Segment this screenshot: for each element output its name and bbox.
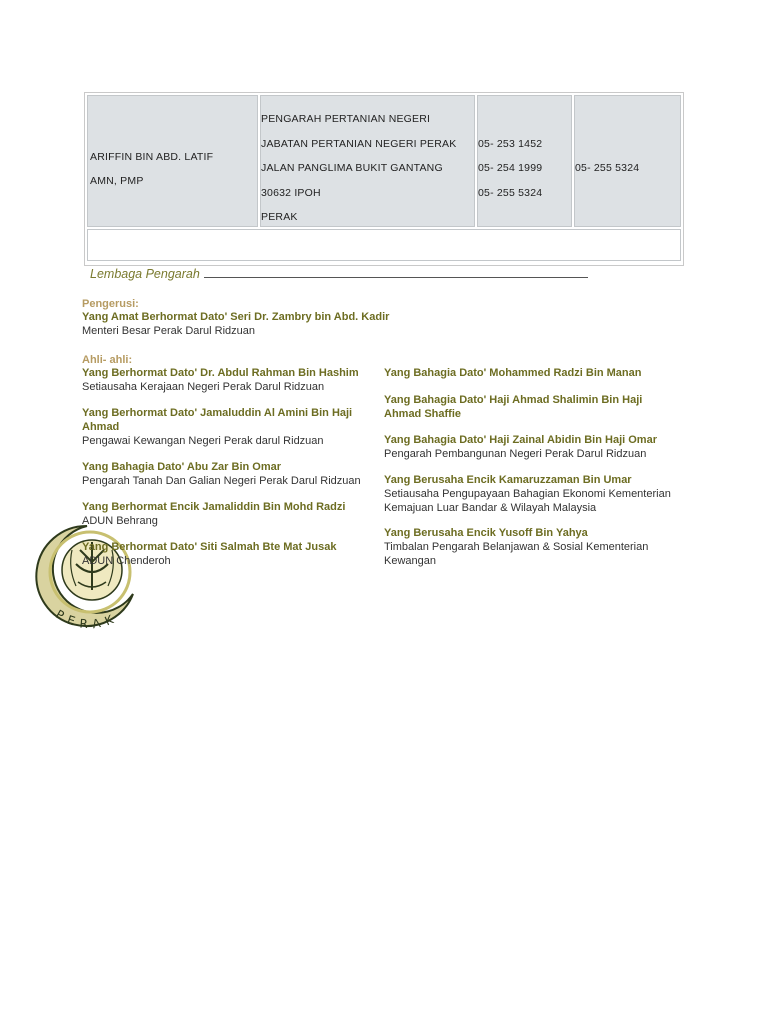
empty-row bbox=[87, 229, 681, 261]
name-line-1: ARIFFIN BIN ABD. LATIF bbox=[90, 151, 214, 163]
chair-position: Menteri Besar Perak Darul Ridzuan bbox=[82, 325, 256, 337]
perak-seal-icon bbox=[28, 520, 146, 640]
chair-name: Yang Amat Berhormat Dato' Seri Dr. Zambry bin Abd. Kadir bbox=[82, 311, 390, 323]
member-position: ADUN Chenderoh bbox=[82, 555, 171, 567]
member-name: Yang Bahagia Dato' Abu Zar Bin Omar bbox=[82, 461, 282, 473]
member-position: Pengarah Tanah Dan Galian Negeri Perak Darul Ridzuan bbox=[82, 475, 361, 487]
member-name: Yang Bahagia Dato' Mohammed Radzi Bin Manan bbox=[384, 367, 642, 379]
member-name: Yang Berhormat Dato' Jamaluddin Al Amini Bin Haji bbox=[82, 407, 353, 419]
fax-line: 05- 255 5324 bbox=[575, 162, 640, 174]
address-line-2: JABATAN PERTANIAN NEGERI PERAK bbox=[261, 138, 457, 150]
member-position: ADUN Behrang bbox=[82, 515, 158, 527]
member-position: Pengarah Pembangunan Negeri Perak Darul Ridzuan bbox=[384, 448, 647, 460]
member-name: Yang Berusaha Encik Yusoff Bin Yahya bbox=[384, 527, 588, 539]
title-underline bbox=[204, 266, 588, 278]
chair-label: Pengerusi: bbox=[82, 298, 139, 310]
address-line-5: PERAK bbox=[261, 211, 298, 223]
contact-row bbox=[87, 95, 681, 227]
board-title-text: Lembaga Pengarah bbox=[90, 267, 200, 281]
board-title bbox=[90, 266, 588, 281]
member-position: Pengawai Kewangan Negeri Perak darul Ridzuan bbox=[82, 435, 324, 447]
name-line-2: AMN, PMP bbox=[90, 175, 144, 187]
member-position-cont: Kemajuan Luar Bandar & Wilayah Malaysia bbox=[384, 502, 597, 514]
contact-table bbox=[84, 92, 684, 266]
member-name-cont: Ahmad Shaffie bbox=[384, 408, 462, 420]
seal-text: PERAK bbox=[53, 607, 121, 632]
tel-line-3: 05- 255 5324 bbox=[478, 187, 543, 199]
member-name: Yang Berhormat Dato' Siti Salmah Bte Mat Jusak bbox=[82, 541, 337, 553]
member-name: Yang Bahagia Dato' Haji Ahmad Shalimin Bin Haji bbox=[384, 394, 643, 406]
address-line-1: PENGARAH PERTANIAN NEGERI bbox=[261, 113, 431, 125]
fax-cell bbox=[574, 95, 681, 227]
address-line-4: 30632 IPOH bbox=[261, 187, 321, 199]
members-label: Ahli- ahli: bbox=[82, 354, 133, 366]
member-position: Timbalan Pengarah Belanjawan & Sosial Kementerian bbox=[384, 541, 649, 553]
tel-line-1: 05- 253 1452 bbox=[478, 138, 543, 150]
member-position: Setiausaha Kerajaan Negeri Perak Darul Ridzuan bbox=[82, 381, 325, 393]
member-name: Yang Berhormat Encik Jamaliddin Bin Mohd Radzi bbox=[82, 501, 346, 513]
member-name: Yang Berusaha Encik Kamaruzzaman Bin Umar bbox=[384, 474, 632, 486]
member-position-cont: Kewangan bbox=[384, 555, 436, 567]
address-cell bbox=[260, 95, 475, 227]
name-cell bbox=[87, 95, 258, 227]
telephone-cell bbox=[477, 95, 572, 227]
address-line-3: JALAN PANGLIMA BUKIT GANTANG bbox=[261, 162, 443, 174]
member-position: Setiausaha Pengupayaan Bahagian Ekonomi Kementerian bbox=[384, 488, 671, 500]
tel-line-2: 05- 254 1999 bbox=[478, 162, 543, 174]
member-name-cont: Ahmad bbox=[82, 421, 120, 433]
member-name: Yang Bahagia Dato' Haji Zainal Abidin Bin Haji Omar bbox=[384, 434, 657, 446]
member-name: Yang Berhormat Dato' Dr. Abdul Rahman Bin Hashim bbox=[82, 367, 359, 379]
